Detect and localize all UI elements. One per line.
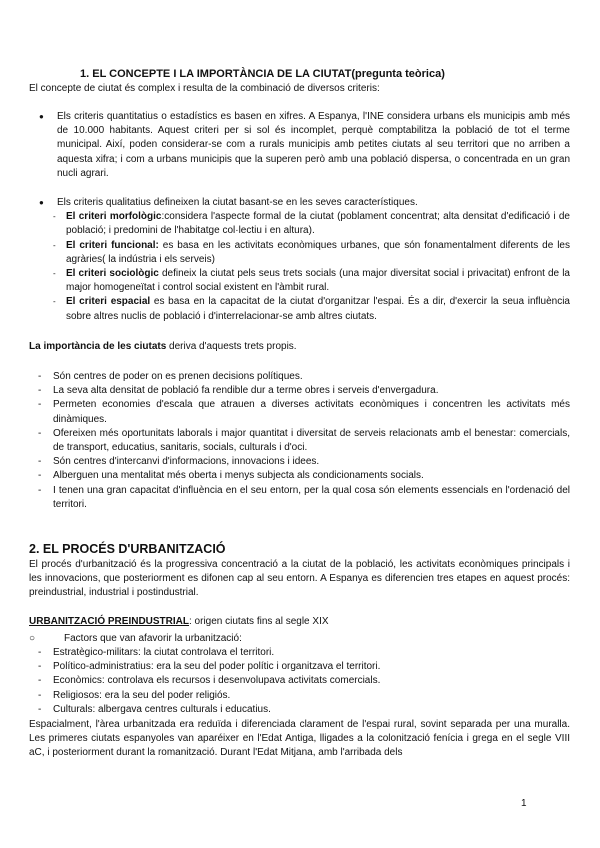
criteria-term: El criteri espacial: [66, 296, 151, 308]
list-item: - Ofereixen més oportunitats laborals i major quantitat i diversitat de serveis relacionats amb el benestar: comercials, de transport, educatius, sanitaris, socials, culturals i d'oci.: [36, 427, 570, 455]
criteria-term: El criteri morfològic: [66, 211, 162, 223]
preindustrial-heading-term: URBANITZACIÓ PREINDUSTRIAL: [29, 616, 189, 627]
preindustrial-heading: [29, 615, 570, 629]
criteria-text: es basa en les activitats econòmiques urbanes, que són fonamentalment diferents de les agràries( la indústria i els serveis): [66, 239, 570, 265]
bullet-quantitative: ● Els criteris quantitatius o estadístics es basen en xifres. A Espanya, l'INE considera urbans els municipis amb més de 10.000 habitants. Aquest criteri per si sol és incomplet, perquè comptabilitza la població de tot el terme municipal. Així, poden considerar-se com a rurals municipis amb petites ciutats al seu territori que no arriben a aquesta xifra; i com a urbans municipis que la superen però amb una població dispersa, o concentrada en un gran nucli agrari.: [29, 110, 570, 181]
list-item: - Político-administratius: era la seu del poder polític i organitzava el territori.: [36, 660, 570, 674]
list-item: - Són centres d'intercanvi d'informacions, innovacions i idees.: [36, 455, 570, 469]
importance-intro: [29, 340, 570, 354]
section2-intro: El procés d'urbanització és la progressiva concentració a la ciutat de la població, les activitats econòmiques principals i les innovacions, que posteriorment es difonen cap al seu entorn. A Espanya es diferencien tres etapes en aquest procés: preindustrial, industrial i postindustrial.: [29, 559, 570, 599]
list-item: - Estratègico-militars: la ciutat controlava el territori.: [36, 646, 570, 660]
page-number: 1: [521, 798, 527, 809]
criteria-term: El criteri sociològic: [66, 268, 159, 280]
criteria-item: [51, 210, 570, 238]
criteria-text: :considera l'aspecte formal de la ciutat (poblament concentrat; alta densitat d'edificació i de població; i predomini de l'habitatge col·lectiu i en altura).: [66, 211, 570, 237]
factors-list: [36, 646, 570, 717]
section1-title: [80, 67, 445, 81]
list-item: - Culturals: albergava centres culturals i educatius.: [36, 703, 570, 717]
factors-label: Factors que van afavorir la urbanització:: [64, 633, 242, 644]
list-item: - La seva alta densitat de població fa rendible dur a terme obres i serveis d'envergadura.: [36, 384, 570, 398]
bullet-qualitative-text: Els criteris qualitatius defineixen la ciutat basant-se en les seves característiques.: [57, 197, 418, 208]
list-item: - I tenen una gran capacitat d'influència en el seu entorn, per la qual cosa són elements essencials en l'ordenació del territori.: [36, 484, 570, 512]
section2-title: 2. EL PROCÉS D'URBANITZACIÓ: [29, 542, 226, 556]
criteria-term: El criteri funcional:: [66, 239, 159, 251]
importance-term: La importància de les ciutats: [29, 341, 167, 352]
circle-bullet-icon: ○: [29, 633, 36, 644]
list-item: - Permeten economies d'escala que atrauen a diverses activitats econòmiques i concentren les activitats més dinàmiques.: [36, 398, 570, 426]
spatial-paragraph: Espacialment, l'àrea urbanitzada era reduïda i diferenciada clarament de l'espai rural, sovint separada per una muralla. Les primeres ciutats espanyoles van aparéixer en l'Edat Antiga, lligades a la colonització fenícia i grega en el segle VIII aC, i posteriorment durant la romanització. Durant l'Edat Mitjana, amb l'arribada dels: [29, 719, 570, 759]
list-item: - Econòmics: controlava els recursos i desenvolupava activitats comercials.: [36, 674, 570, 688]
list-item: - Són centres de poder on es prenen decisions polítiques.: [36, 370, 570, 384]
criteria-item: [51, 239, 570, 267]
list-item: - Religiosos: era la seu del poder religiós.: [36, 689, 570, 703]
importance-list: [36, 370, 570, 512]
bullet-qualitative: [29, 196, 570, 324]
quantitative-bullet: [29, 110, 570, 181]
qualitative-bullet: [29, 196, 570, 324]
section1-title-suffix: (pregunta teòrica): [351, 68, 445, 80]
criteria-item: [51, 295, 570, 323]
preindustrial-heading-rest: : origen ciutats fins al segle XIX: [189, 616, 329, 627]
section1-title-main: 1. EL CONCEPTE I LA IMPORTÀNCIA DE LA CIUTAT: [80, 68, 352, 80]
criteria-item: [51, 267, 570, 295]
criteria-text: es basa en la capacitat de la ciutat d'organitzar l'espai. És a dir, d'exercir la seua influència sobre altres nuclis de població i d'interrelacionar-se amb altres ciutats.: [66, 296, 570, 322]
list-item: - Alberguen una mentalitat més oberta i menys subjecta als condicionaments socials.: [36, 469, 570, 483]
criteria-text: defineix la ciutat pels seus trets socials (una major diversitat social i privacitat) enfront de la major homogeneïtat i control social existent en l'àmbit rural.: [66, 268, 570, 294]
section1-intro: El concepte de ciutat és complex i resulta de la combinació de diversos criteris:: [29, 83, 380, 94]
importance-text: deriva d'aquests trets propis.: [166, 341, 297, 352]
criteria-list: [51, 210, 570, 324]
